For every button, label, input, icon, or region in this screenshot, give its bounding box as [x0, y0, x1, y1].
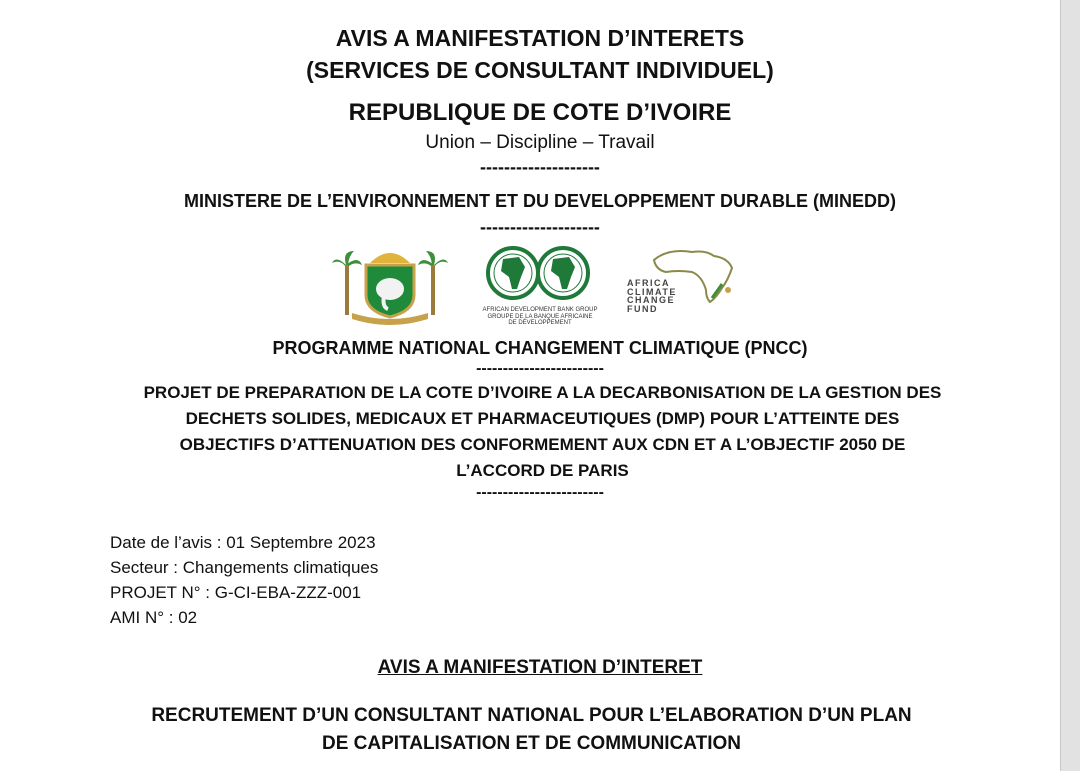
notice-sector: Secteur : Changements climatiques: [110, 558, 379, 577]
notice-heading: [0, 655, 1080, 681]
separator-1: --------------------: [480, 157, 600, 177]
recruitment-title-line: DE CAPITALISATION ET DE COMMUNICATION: [321, 733, 742, 754]
accf-wordmark: AFRICA CLIMATE CHANGE FUND: [627, 278, 677, 314]
partner-logos: [0, 243, 1080, 333]
project-title-line: PROJET DE PREPARATION DE LA COTE D’IVOIRE A LA DECARBONISATION DE LA GESTION DES: [143, 383, 942, 402]
separator-4: ------------------------: [476, 484, 604, 501]
afdb-caption: AFRICAN DEVELOPMENT BANK GROUP GROUPE DE LA BANQUE AFRICAINE DE DÉVELOPPEMENT: [482, 307, 598, 326]
notice-date: Date de l’avis : 01 Septembre 2023: [110, 533, 376, 552]
notice-heading-text: AVIS A MANIFESTATION D’INTERET: [377, 657, 703, 678]
afdb-logo-icon: [483, 243, 595, 305]
republic-heading: REPUBLIQUE DE COTE D’IVOIRE: [348, 99, 732, 126]
separator-2: --------------------: [480, 217, 600, 237]
ministry-heading: MINISTERE DE L’ENVIRONNEMENT ET DU DEVELOPPEMENT DURABLE (MINEDD): [183, 191, 897, 211]
notice-details: [110, 530, 378, 630]
recruitment-title: [0, 702, 1063, 758]
national-motto: Union – Discipline – Travail: [425, 132, 655, 153]
project-title-line: DECHETS SOLIDES, MEDICAUX ET PHARMACEUTIQUES (DMP) POUR L’ATTEINTE DES: [185, 409, 900, 428]
separator-3: ------------------------: [476, 360, 604, 377]
title-line-2: (SERVICES DE CONSULTANT INDIVIDUEL): [306, 57, 774, 83]
recruitment-title-line: RECRUTEMENT D’UN CONSULTANT NATIONAL POUR L’ELABORATION D’UN PLAN: [151, 705, 912, 726]
coat-of-arms-icon: [332, 245, 448, 325]
notice-ami-number: AMI N° : 02: [110, 608, 198, 627]
viewer-side-rail: [1061, 0, 1080, 771]
programme-heading: PROGRAMME NATIONAL CHANGEMENT CLIMATIQUE (PNCC): [272, 338, 808, 358]
project-title-line: OBJECTIFS D’ATTENUATION DES CONFORMEMENT AUX CDN ET A L’OBJECTIF 2050 DE: [179, 435, 906, 454]
title-line-1: AVIS A MANIFESTATION D’INTERETS: [335, 25, 745, 51]
notice-project-number: PROJET N° : G-CI-EBA-ZZZ-001: [110, 583, 362, 602]
project-title: [0, 380, 1080, 484]
project-title-line: L’ACCORD DE PARIS: [456, 461, 629, 480]
